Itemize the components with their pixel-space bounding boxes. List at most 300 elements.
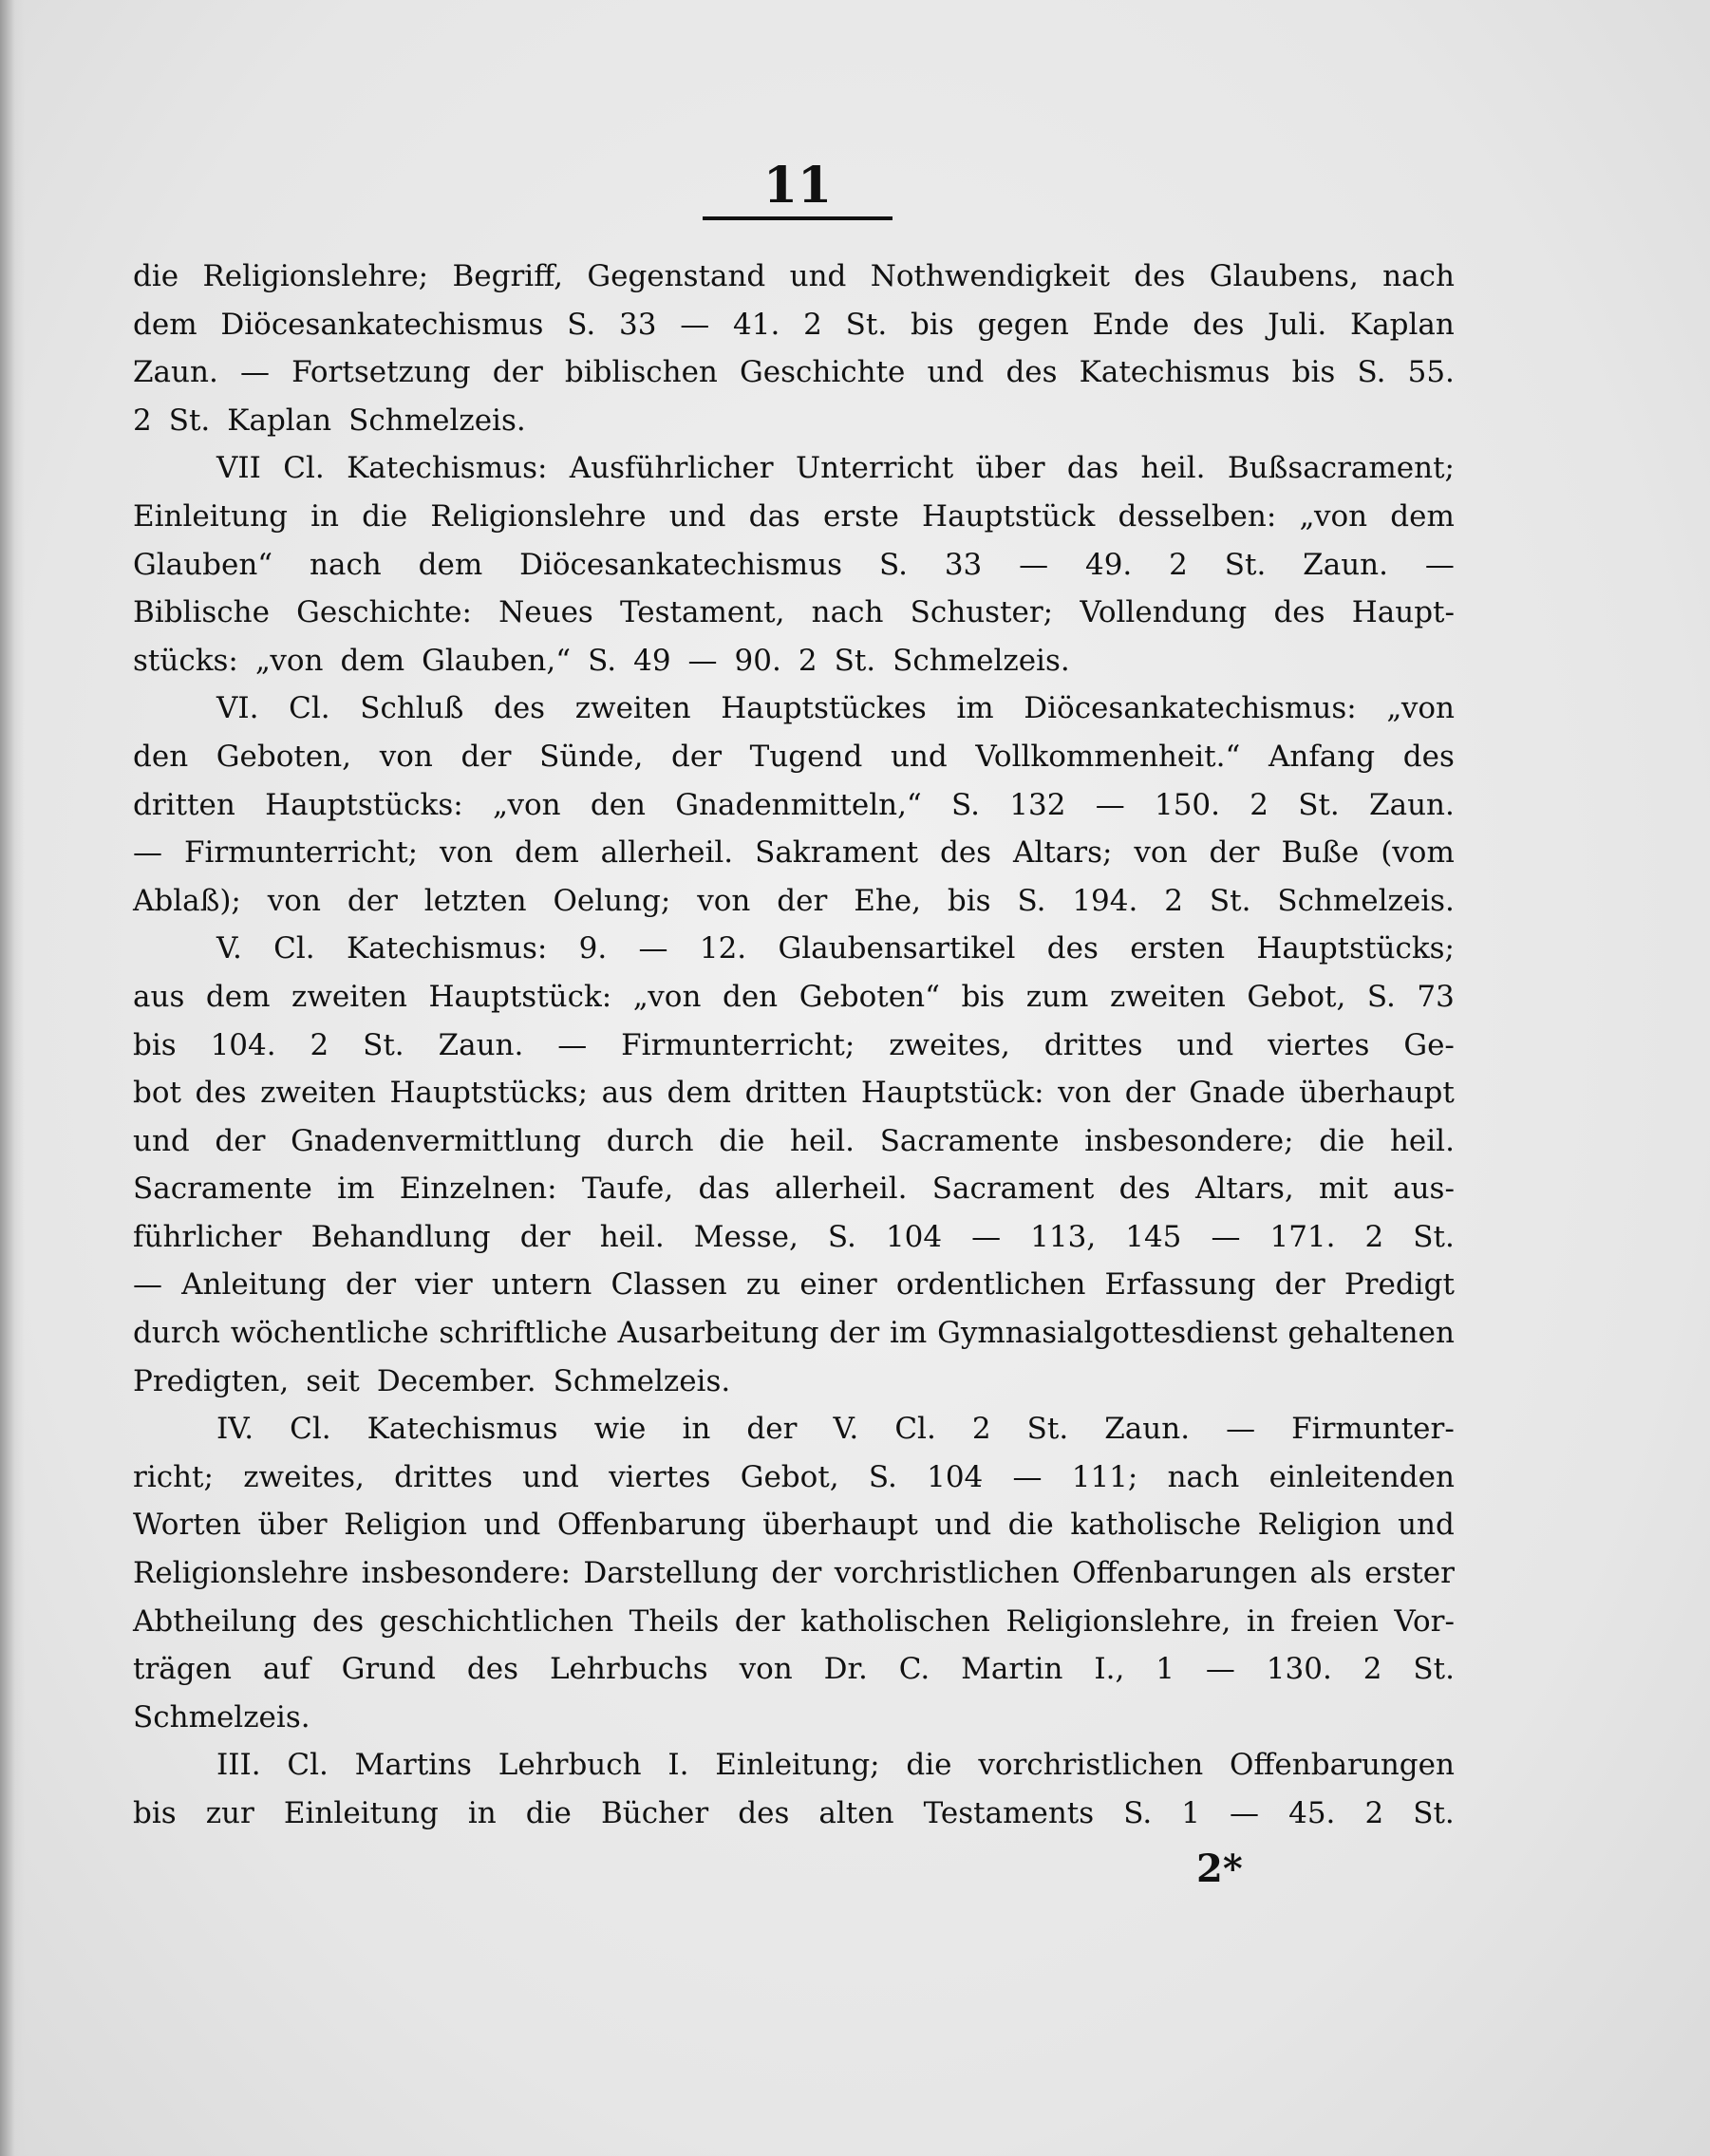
word: überhaupt <box>762 1508 918 1543</box>
word: C. <box>898 1652 930 1687</box>
word: katholische <box>1070 1508 1242 1543</box>
text-line <box>133 541 1455 590</box>
word: allerheil. <box>600 835 734 871</box>
word: Hauptstücks: <box>265 787 463 822</box>
word: Einleitung; <box>715 1748 880 1783</box>
word: von <box>379 739 433 774</box>
word: Hauptstück: <box>428 979 612 1014</box>
word: mit <box>1319 1172 1368 1207</box>
word: und <box>483 1508 541 1543</box>
word: überhaupt <box>1299 1076 1455 1111</box>
word: Religion <box>1257 1508 1381 1543</box>
word: Religionslehre, <box>1005 1603 1231 1639</box>
word: Offenbarungen <box>1072 1556 1298 1591</box>
word: Geschichte: <box>296 595 472 630</box>
text-line <box>133 1358 1455 1406</box>
text-line <box>133 444 1455 493</box>
word: Classen <box>611 1267 727 1303</box>
word: 55. <box>1407 355 1455 390</box>
word: Abtheilung <box>133 1603 297 1639</box>
text-line <box>133 1694 1455 1742</box>
word: Gnadenvermittlung <box>291 1123 582 1158</box>
word: — <box>971 1219 1002 1254</box>
word: Glauben,“ <box>422 643 572 678</box>
word: Geboten, <box>216 739 352 774</box>
word: 2 <box>803 307 822 342</box>
word: 111; <box>1071 1459 1138 1494</box>
word: Anfang <box>1268 739 1376 774</box>
word: seit <box>306 1363 360 1398</box>
word: Firmunterricht; <box>183 835 419 871</box>
text-line <box>133 397 1455 445</box>
page-edge-shadow <box>0 0 25 2156</box>
word: einer <box>799 1267 877 1303</box>
word: Behandlung <box>310 1219 491 1254</box>
word: dem <box>515 835 579 871</box>
word: geschichtlichen <box>379 1603 614 1639</box>
word: allerheil. <box>775 1172 908 1207</box>
word: — <box>133 1267 162 1303</box>
word: — <box>687 643 718 678</box>
word: Einleitung <box>133 498 288 534</box>
word: Firmunterricht; <box>621 1027 855 1062</box>
word: Diöcesankatechismus <box>220 307 544 342</box>
text-line <box>133 1453 1455 1502</box>
word: bis <box>1291 355 1336 390</box>
word: der <box>734 1603 785 1639</box>
word: Glauben“ <box>133 547 273 582</box>
word: — <box>557 1027 588 1062</box>
word: der <box>347 883 398 918</box>
word: Firmunter- <box>1291 1412 1455 1447</box>
word: Ablaß); <box>133 883 241 918</box>
word: über <box>257 1508 328 1543</box>
word: Zaun. <box>438 1027 524 1062</box>
word: Gebot, <box>740 1459 839 1494</box>
word: Biblische <box>133 595 270 630</box>
word: Gnadenmitteln,“ <box>675 787 922 822</box>
word: das <box>698 1172 750 1207</box>
word: die <box>525 1796 572 1830</box>
text-line <box>133 1790 1455 1838</box>
word: Testaments <box>923 1796 1095 1830</box>
word: wie <box>593 1412 647 1447</box>
word: und <box>1398 1508 1455 1543</box>
word: St. <box>1026 1412 1069 1447</box>
word: 2 <box>1364 1796 1384 1830</box>
word: der <box>1209 835 1260 871</box>
word: — <box>239 355 270 390</box>
text-line <box>133 301 1455 349</box>
text-line <box>133 253 1455 301</box>
word: Hauptstücks; <box>389 1076 589 1111</box>
word: Ende <box>1092 307 1170 342</box>
word: des <box>312 1603 365 1639</box>
word: 104 <box>927 1459 984 1494</box>
word: Neues <box>498 595 593 630</box>
word: der <box>1274 1267 1325 1303</box>
word: Glaubens, <box>1209 259 1359 293</box>
word: Buße <box>1281 835 1360 871</box>
word: Sakrament <box>755 835 919 871</box>
word: der <box>519 1219 571 1254</box>
word: 73 <box>1417 979 1455 1014</box>
word: Lehrbuchs <box>549 1652 708 1687</box>
text-line <box>133 589 1455 637</box>
header-rule <box>703 216 893 220</box>
word: heil. <box>599 1219 665 1254</box>
word: Sacramente <box>133 1172 312 1207</box>
word: schriftliche <box>439 1316 608 1351</box>
word: Oelung; <box>553 883 671 918</box>
word: die <box>719 1123 765 1158</box>
word: Schmelzeis. <box>1277 883 1455 918</box>
text-line <box>133 637 1455 685</box>
word: des <box>1118 1172 1171 1207</box>
text-line <box>133 1405 1455 1453</box>
word: Altars, <box>1194 1172 1294 1207</box>
word: 2 <box>1169 547 1188 582</box>
word: bis <box>133 1027 177 1062</box>
word: St. <box>845 307 888 342</box>
word: von <box>697 883 751 918</box>
word: im <box>337 1172 375 1207</box>
word: das <box>1066 451 1119 486</box>
word: in <box>310 498 339 534</box>
word: der <box>746 1412 798 1447</box>
word: Kaplan <box>227 403 332 438</box>
word: einleitenden <box>1268 1459 1455 1494</box>
word: Testament, <box>620 595 785 630</box>
word: — <box>680 307 710 342</box>
word: I. <box>667 1748 689 1783</box>
word: — <box>1424 547 1455 582</box>
word: — <box>1019 547 1049 582</box>
text-line <box>133 877 1455 926</box>
word: heil. <box>1140 451 1206 486</box>
word: St. <box>168 403 211 438</box>
word: Religionslehre <box>430 498 647 534</box>
word: — <box>638 931 668 966</box>
word: — <box>1211 1219 1241 1254</box>
word: den <box>133 739 189 774</box>
word: — <box>1205 1652 1235 1687</box>
word: Cl. <box>287 1748 329 1783</box>
word: von <box>267 883 321 918</box>
word: 2 <box>133 403 152 438</box>
text-line <box>133 348 1455 397</box>
word: St. <box>1413 1219 1455 1254</box>
word: 33 <box>618 307 657 342</box>
word: gegen <box>977 307 1069 342</box>
word: Theils <box>629 1603 720 1639</box>
word: Schuster; <box>910 595 1054 630</box>
body-text <box>133 253 1455 1838</box>
word: Erfassung <box>1104 1267 1256 1303</box>
word: Lehrbuch <box>498 1748 642 1783</box>
text-line <box>133 1549 1455 1598</box>
word: der <box>492 355 543 390</box>
word: desselben: <box>1118 498 1277 534</box>
word: St. <box>1224 547 1267 582</box>
word: Schmelzeis. <box>553 1363 731 1398</box>
word: trägen <box>133 1652 232 1687</box>
word: Sünde, <box>539 739 644 774</box>
word: Einzelnen: <box>399 1172 557 1207</box>
word: zur <box>205 1796 254 1830</box>
word: „von <box>254 643 324 678</box>
word: des <box>939 835 992 871</box>
word: im <box>956 691 994 726</box>
word: Katechismus: <box>346 931 548 966</box>
word: 49. <box>1084 547 1133 582</box>
word: führlicher <box>133 1219 282 1254</box>
word: Martins <box>354 1748 472 1783</box>
word: bis <box>133 1796 177 1830</box>
word: des <box>1193 307 1245 342</box>
word: dem <box>340 643 405 678</box>
word: Cl. <box>290 1412 331 1447</box>
word: Nothwendigkeit <box>870 259 1110 293</box>
word: 132 <box>1009 787 1066 822</box>
word: IV. <box>216 1412 254 1447</box>
word: zweiten <box>1109 979 1226 1014</box>
word: Bußsacrament; <box>1227 451 1455 486</box>
text-line <box>133 973 1455 1022</box>
word: Diöcesankatechismus: <box>1024 691 1357 726</box>
word: 1 <box>1181 1796 1200 1830</box>
word: aus <box>133 979 185 1014</box>
word: Messe, <box>693 1219 799 1254</box>
word: S. <box>1357 355 1386 390</box>
word: und <box>133 1123 190 1158</box>
text-line <box>133 1645 1455 1694</box>
word: der <box>777 883 828 918</box>
word: 2 <box>1364 1219 1384 1254</box>
word: des <box>1134 259 1186 293</box>
word: S. <box>588 643 617 678</box>
word: Einleitung <box>283 1796 439 1830</box>
word: Katechismus <box>366 1412 558 1447</box>
text-line <box>133 1261 1455 1309</box>
word: Martin <box>961 1652 1063 1687</box>
word: wöchentliche <box>230 1316 429 1351</box>
word: (vom <box>1381 835 1455 871</box>
word: 2 <box>1164 883 1183 918</box>
word: 41. <box>733 307 780 342</box>
word: von <box>1058 1076 1112 1111</box>
word: 12. <box>699 931 747 966</box>
word: Bücher <box>600 1796 709 1830</box>
word: S. <box>868 1459 897 1494</box>
word: Offenbarungen <box>1229 1748 1455 1783</box>
text-line <box>133 1165 1455 1213</box>
word: ordentlichen <box>895 1267 1086 1303</box>
word: des <box>195 1076 247 1111</box>
word: Katechismus: <box>347 451 548 486</box>
word: Offenbarung <box>556 1508 746 1543</box>
word: der <box>346 1267 397 1303</box>
text-line <box>133 1741 1455 1790</box>
word: die <box>906 1748 952 1783</box>
word: Fortsetzung <box>291 355 471 390</box>
word: 2 <box>971 1412 991 1447</box>
word: S. <box>1366 979 1396 1014</box>
word: Hauptstück: <box>860 1076 1044 1111</box>
word: viertes <box>1268 1027 1370 1062</box>
word: Religionslehre; <box>202 259 429 293</box>
word: Altars; <box>1013 835 1113 871</box>
word: und <box>522 1459 579 1494</box>
word: S. <box>567 307 596 342</box>
word: Ausführlicher <box>569 451 774 486</box>
page-number: 11 <box>762 157 833 215</box>
word: des <box>1273 595 1325 630</box>
word: VI. <box>216 691 259 726</box>
word: zu <box>745 1267 781 1303</box>
word: Unterricht <box>795 451 954 486</box>
word: bis <box>961 979 1005 1014</box>
word: S. <box>878 547 908 582</box>
word: 2 <box>798 643 817 678</box>
word: Ehe, <box>854 883 921 918</box>
word: 150. <box>1154 787 1220 822</box>
word: „von <box>1299 498 1368 534</box>
word: Ge- <box>1403 1027 1455 1062</box>
word: VII <box>216 451 261 486</box>
word: Kaplan <box>1350 307 1455 342</box>
word: des <box>1005 355 1058 390</box>
word: Zaun. <box>1104 1412 1191 1447</box>
text-line <box>133 1069 1455 1117</box>
word: Hauptstücks; <box>1256 931 1455 966</box>
word: des <box>1402 739 1455 774</box>
word: durch <box>606 1123 694 1158</box>
word: Anleitung <box>181 1267 327 1303</box>
signature-mark: 2* <box>1196 1847 1243 1891</box>
word: erste <box>823 498 899 534</box>
word: — <box>1226 1412 1256 1447</box>
word: nach <box>811 595 884 630</box>
word: 45. <box>1288 1796 1336 1830</box>
word: und <box>1176 1027 1234 1062</box>
word: alten <box>818 1796 894 1830</box>
word: der <box>671 739 723 774</box>
word: heil. <box>1389 1123 1455 1158</box>
text-line <box>133 1022 1455 1070</box>
word: durch <box>133 1316 220 1351</box>
word: gehaltenen <box>1287 1316 1455 1351</box>
word: zweiten <box>574 691 691 726</box>
word: nach <box>1167 1459 1240 1494</box>
word: Vor- <box>1394 1603 1455 1639</box>
word: Gnade <box>1189 1076 1286 1111</box>
word: Religionslehre <box>133 1556 349 1591</box>
word: die <box>133 259 179 293</box>
word: Worten <box>133 1508 242 1543</box>
word: zweites, <box>243 1459 365 1494</box>
word: V. <box>216 931 242 966</box>
word: Gegenstand <box>587 259 766 293</box>
word: katholischen <box>800 1603 990 1639</box>
word: Vollendung <box>1080 595 1248 630</box>
word: über <box>975 451 1045 486</box>
word: St. <box>1413 1796 1455 1830</box>
word: Begriff, <box>452 259 563 293</box>
word: des <box>466 1652 519 1687</box>
word: Diöcesankatechismus <box>519 547 843 582</box>
word: nach <box>1382 259 1455 293</box>
word: von <box>739 1652 793 1687</box>
word: und <box>934 1508 992 1543</box>
word: Hauptstück <box>922 498 1096 534</box>
word: drittes <box>1043 1027 1143 1062</box>
word: in <box>682 1412 711 1447</box>
word: erster <box>1364 1556 1455 1591</box>
word: die <box>362 498 408 534</box>
word: und <box>890 739 948 774</box>
text-line <box>133 1117 1455 1166</box>
word: von <box>1134 835 1188 871</box>
word: nach <box>310 547 382 582</box>
word: vier <box>415 1267 473 1303</box>
text-line <box>133 1309 1455 1358</box>
word: aus <box>601 1076 653 1111</box>
word: drittes <box>394 1459 493 1494</box>
word: untern <box>491 1267 592 1303</box>
word: der <box>829 1316 880 1351</box>
word: „von <box>492 787 561 822</box>
word: die <box>1319 1123 1365 1158</box>
word: aus- <box>1393 1172 1455 1207</box>
word: Schmelzeis. <box>133 1699 310 1734</box>
word: „von <box>632 979 702 1014</box>
word: Gebot, <box>1247 979 1346 1014</box>
text-line <box>133 1213 1455 1262</box>
word: I., <box>1094 1652 1125 1687</box>
word: dritten <box>133 787 235 822</box>
text-line <box>133 829 1455 877</box>
word: 104 <box>885 1219 943 1254</box>
word: Vollkommenheit.“ <box>975 739 1241 774</box>
word: insbesondere: <box>361 1556 571 1591</box>
text-line <box>133 781 1455 830</box>
word: Schmelzeis. <box>893 643 1070 678</box>
word: Hauptstückes <box>721 691 927 726</box>
word: 145 <box>1125 1219 1182 1254</box>
word: St. <box>1413 1652 1455 1687</box>
word: viertes <box>609 1459 711 1494</box>
word: und <box>668 498 726 534</box>
word: Zaun. <box>133 355 218 390</box>
word: des <box>1046 931 1099 966</box>
word: bis <box>947 883 991 918</box>
word: S. <box>827 1219 856 1254</box>
word: 113, <box>1030 1219 1097 1254</box>
word: dem <box>133 307 197 342</box>
word: von <box>440 835 494 871</box>
word: zweites, <box>889 1027 1010 1062</box>
word: 33 <box>944 547 983 582</box>
word: 1 <box>1156 1652 1174 1687</box>
word: Grund <box>341 1652 437 1687</box>
word: zweiten <box>291 979 407 1014</box>
word: — <box>1095 787 1125 822</box>
word: insbesondere; <box>1084 1123 1294 1158</box>
word: Zaun. <box>1369 787 1455 822</box>
word: — <box>1230 1796 1260 1830</box>
word: „von <box>1386 691 1455 726</box>
